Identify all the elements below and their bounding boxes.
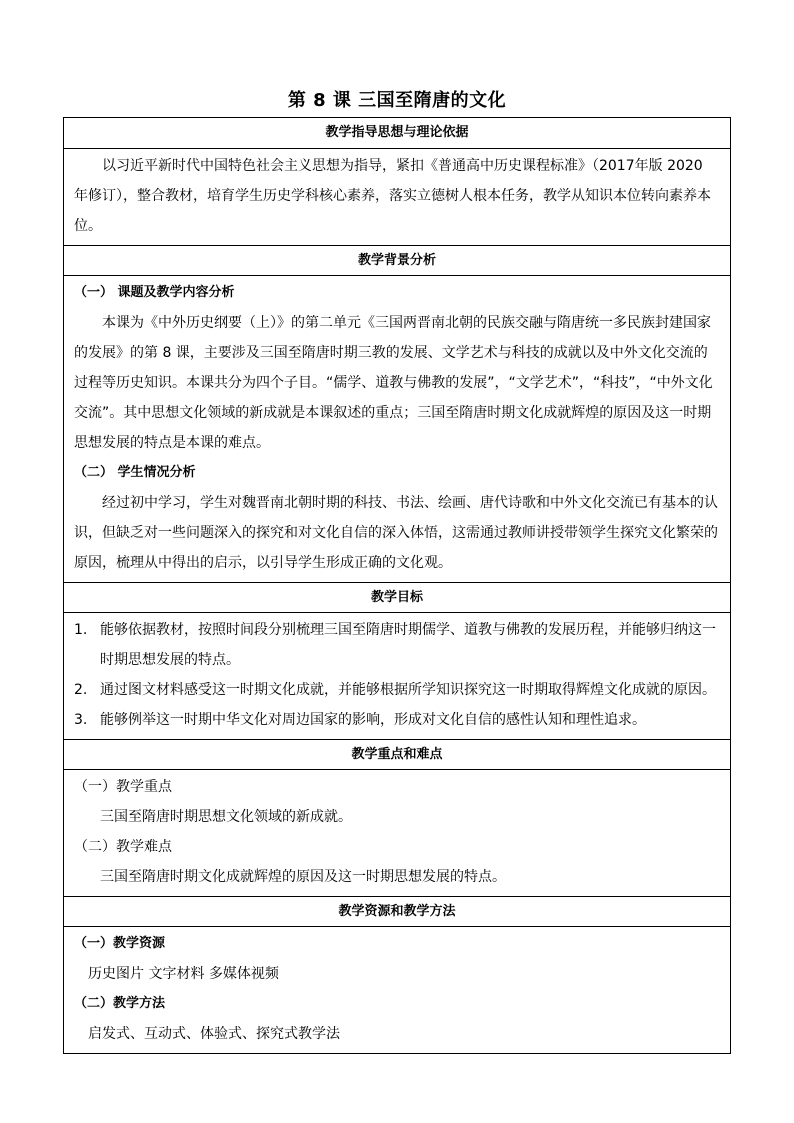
section-header-objectives: 教学目标: [64, 582, 730, 612]
section-header-key-points: 教学重点和难点: [64, 739, 730, 769]
page-title: 第 8 课 三国至隋唐的文化: [287, 90, 507, 111]
subheading-content-analysis: （一） 课题及教学内容分析: [74, 285, 235, 300]
methods-text: 启发式、互动式、体验式、探究式教学法: [88, 1026, 340, 1042]
section-body-objectives: [64, 612, 730, 739]
key-point-text: 三国至隋唐时期思想文化领域的新成就。: [100, 809, 352, 825]
student-analysis-text: 经过初中学习，学生对魏晋南北朝时期的科技、书法、绘画、唐代诗歌和中外文化交流已有基本的认识，但缺乏对一些问题深入的探究和对文化自信的深入体悟，这需通过教师讲授带领学生探究文化繁荣的原因，梳理从中得出的启示，以引导学生形成正确的文化观。: [74, 495, 718, 571]
subheading-key-point: （一）教学重点: [74, 779, 172, 795]
objective-number: 1.: [74, 622, 88, 638]
lesson-plan-table: [63, 117, 731, 1054]
objective-text: 通过图文材料感受这一时期文化成就，并能够根据所学知识探究这一时期取得辉煌文化成就的原因。: [100, 682, 716, 698]
objective-item: [74, 615, 720, 675]
subheading-resources: （一）教学资源: [74, 936, 166, 951]
objective-text: 能够例举这一时期中华文化对周边国家的影响，形成对文化自信的感性认知和理性追求。: [100, 712, 646, 728]
difficulty-text: 三国至隋唐时期文化成就辉煌的原因及这一时期思想发展的特点。: [100, 869, 506, 885]
objective-number: 2.: [74, 682, 88, 698]
objective-text: 能够依据教材，按照时间段分别梳理三国至隋唐时期儒学、道教与佛教的发展历程，并能够归纳这一时期思想发展的特点。: [100, 622, 716, 668]
section-body-guiding-ideology: [64, 148, 730, 245]
section-header-resources-methods: 教学资源和教学方法: [64, 896, 730, 926]
objective-number: 3.: [74, 712, 88, 728]
section-body-key-points: [64, 769, 730, 896]
section-body-background: [64, 275, 730, 582]
section-header-background: 教学背景分析: [64, 245, 730, 275]
subheading-methods: （二）教学方法: [74, 996, 166, 1011]
subheading-student-analysis: （二） 学生情况分析: [74, 465, 196, 480]
section-body-resources-methods: [64, 926, 730, 1053]
resources-text: 历史图片 文字材料 多媒体视频: [88, 966, 279, 982]
subheading-difficulty: （二）教学难点: [74, 839, 172, 855]
objective-item: [74, 705, 720, 735]
guiding-ideology-text: 以习近平新时代中国特色社会主义思想为指导，紧扣《普通高中历史课程标准》（2017年版 2020 年修订），整合教材，培育学生历史学科核心素养，落实立德树人根本任务，教学从知识本位转向素养本位。: [74, 158, 711, 234]
section-header-guiding-ideology: 教学指导思想与理论依据: [325, 125, 469, 140]
objective-item: [74, 675, 720, 705]
content-analysis-text: 本课为《中外历史纲要（上）》的第二单元《三国两晋南北朝的民族交融与隋唐统一多民族封建国家的发展》的第 8 课，主要涉及三国至隋唐时期三教的发展、文学艺术与科技的成就以及中外文化交流的过程等历史知识。本课共分为四个子目。“儒学、道教与佛教的发展”，“文学艺术”，“科技”，“中外文化交流”。其中思想文化领域的新成就是本课叙述的重点；三国至隋唐时期文化成就辉煌的原因及这一时期思想发展的特点是本课的难点。: [74, 315, 713, 451]
